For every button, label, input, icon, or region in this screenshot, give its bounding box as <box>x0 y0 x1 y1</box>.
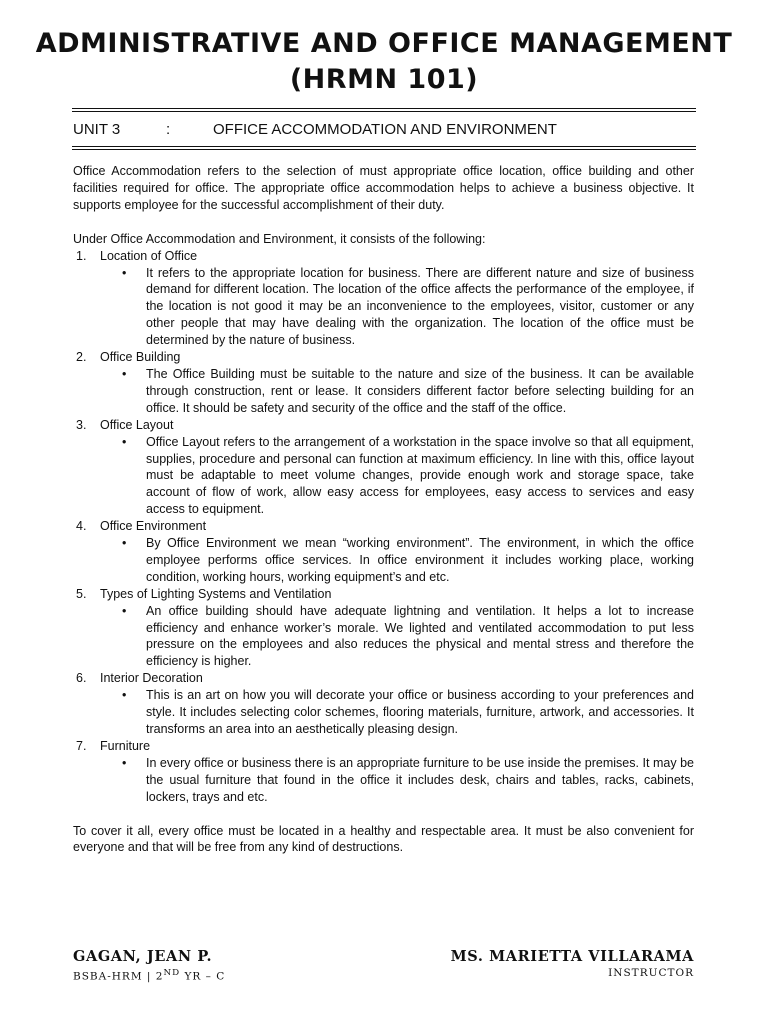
item-title: Types of Lighting Systems and Ventilation <box>100 586 332 601</box>
title-line-2: (HRMN 101) <box>289 64 479 95</box>
list-item <box>73 417 694 518</box>
instructor-name: MS. MARIETTA VILLARAMA <box>450 948 694 965</box>
bullet-icon: • <box>122 366 127 381</box>
item-title: Location of Office <box>100 248 198 263</box>
bullet-icon: • <box>122 603 127 618</box>
signature-footer <box>73 948 694 988</box>
document-body <box>73 163 694 856</box>
unit-label: UNIT 3 <box>73 121 121 138</box>
spacer <box>73 806 694 823</box>
list-item <box>73 518 694 586</box>
unit-rule-top <box>72 108 696 112</box>
unit-heading <box>73 118 693 142</box>
bullet-text: This is an art on how you will decorate your office or business according to your preferences and style. It includes selecting color schemes, flooring materials, furniture, artwork, and accessories. It transforms an area into an aesthetically pleasing design. <box>146 688 694 736</box>
item-bullet <box>73 603 694 671</box>
item-number: 3. <box>76 417 87 432</box>
bullet-text: Office Layout refers to the arrangement of a workstation in the space involve so that all equipment, supplies, procedure and personal can function at maximum efficiency. In line with this, office layout must be adaptable to meet volume changes, provide enough work and storage space, take account of flow of work, allow easy access for employees, easy access to services and easy access to equipment. <box>146 434 694 517</box>
document-title <box>0 26 768 98</box>
conclusion-paragraph: To cover it all, every office must be located in a healthy and respectable area. It must be also convenient for everyone and that will be free from any kind of destructions. <box>73 823 694 855</box>
list-item <box>73 670 694 738</box>
numbered-list <box>73 248 694 806</box>
course-text: BSBA-HRM | 2 <box>73 970 164 983</box>
item-number: 6. <box>76 671 87 686</box>
bullet-text: By Office Environment we mean “working environment”. The environment, in which the office employee performs office services. In office environment it includes working place, working condition, working hours, working equipment’s and etc. <box>146 536 694 584</box>
unit-colon: : <box>166 121 171 138</box>
item-bullet <box>73 535 694 586</box>
list-intro: Under Office Accommodation and Environment, it consists of the following: <box>73 231 486 246</box>
list-item <box>73 738 694 806</box>
list-item <box>73 586 694 671</box>
list-item <box>73 248 694 349</box>
item-bullet <box>73 265 694 350</box>
course-ordinal: ND <box>163 968 181 978</box>
intro-paragraph: Office Accommodation refers to the selection of must appropriate office location, office building and other facilities required for office. The appropriate office accommodation helps to achieve a business objective. It supports employee for the successful accomplishment of their duty. <box>73 164 694 212</box>
student-name: GAGAN, JEAN P. <box>73 948 213 965</box>
bullet-icon: • <box>122 536 127 551</box>
bullet-text: The Office Building must be suitable to the nature and size of the business. It can be available through construction, rent or lease. It considers different factor before selecting building for an office. It should be safety and security of the office and the staff of the office. <box>146 366 694 415</box>
item-title: Furniture <box>100 738 151 753</box>
item-number: 4. <box>76 519 87 534</box>
list-item <box>73 349 694 417</box>
item-bullet <box>73 687 694 738</box>
item-bullet <box>73 434 694 519</box>
bullet-text: An office building should have adequate lightning and ventilation. It helps a lot to increase efficiency and enhance worker’s morale. We lighted and ventilated accommodation to put less pressure on the employees and also reduces the physical and mental stress and therefore the efficiency is higher. <box>146 603 694 669</box>
spacer <box>73 214 694 231</box>
bullet-icon: • <box>122 688 127 703</box>
item-heading <box>73 417 694 434</box>
instructor-role: INSTRUCTOR <box>608 967 694 979</box>
item-title: Interior Decoration <box>100 671 203 686</box>
bullet-icon: • <box>122 434 127 449</box>
item-heading <box>73 586 694 603</box>
instructor-signature <box>451 948 694 980</box>
item-number: 1. <box>76 248 87 263</box>
student-course <box>73 966 225 984</box>
course-year: YR – C <box>180 970 226 983</box>
item-heading <box>73 349 694 366</box>
item-title: Office Layout <box>100 417 174 432</box>
item-number: 7. <box>76 738 87 753</box>
bullet-icon: • <box>122 755 127 770</box>
item-title: Office Building <box>100 350 181 365</box>
item-number: 5. <box>76 586 87 601</box>
bullet-text: It refers to the appropriate location for business. There are different nature and size of business demand for different location. The location of the office affects the performance of the employee, if the location is not good it may be an inconvenience to the employees, visitor, customer or any other people that may have dealing with the organization. The location of the office must be determined by the nature of business. <box>146 265 694 348</box>
title-line-1: ADMINISTRATIVE AND OFFICE MANAGEMENT <box>35 28 733 59</box>
item-heading <box>73 738 694 755</box>
item-heading <box>73 518 694 535</box>
item-bullet <box>73 755 694 806</box>
bullet-icon: • <box>122 265 127 280</box>
item-bullet <box>73 366 694 417</box>
student-signature <box>73 948 225 984</box>
item-heading <box>73 670 694 687</box>
item-heading <box>73 248 694 265</box>
unit-rule-bottom <box>72 146 696 150</box>
bullet-text: In every office or business there is an appropriate furniture to be use inside the premises. It may be the usual furniture that found in the office it includes desk, chairs and tables, racks, cabinets, lockers, trays and etc. <box>146 755 694 804</box>
item-number: 2. <box>76 350 87 365</box>
unit-title: OFFICE ACCOMMODATION AND ENVIRONMENT <box>213 121 557 138</box>
item-title: Office Environment <box>100 519 207 534</box>
